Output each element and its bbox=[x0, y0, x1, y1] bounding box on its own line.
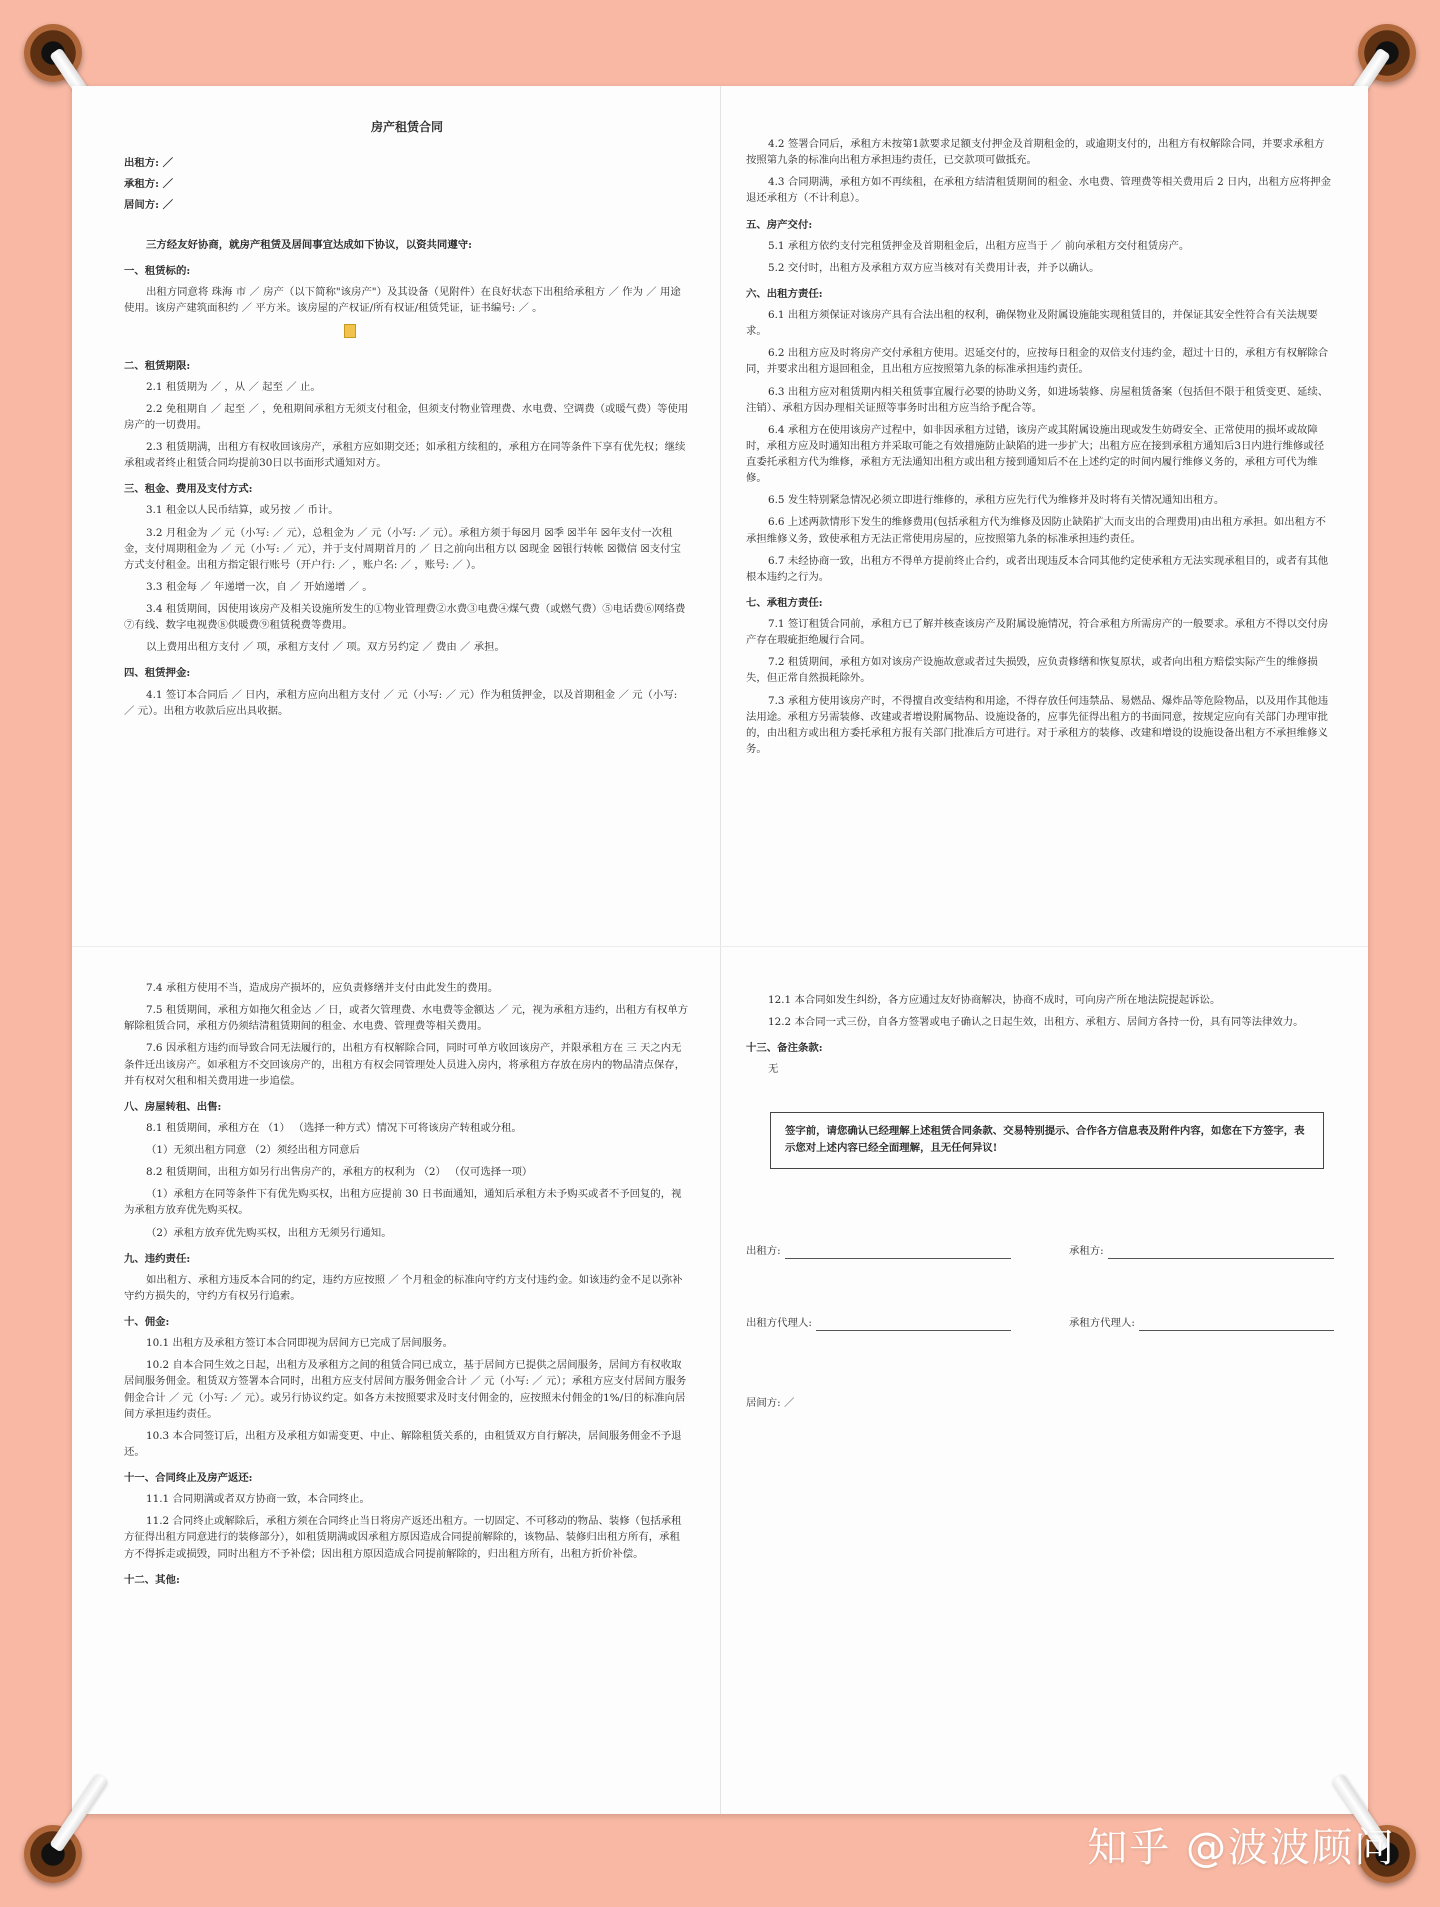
clause-paragraph: 10.3 本合同签订后，出租方及承租方如需变更、中止、解除租赁关系的，由租赁双方自行解决，居间服务佣金不予退还。 bbox=[124, 1429, 682, 1458]
lessor-signature[interactable] bbox=[746, 1243, 1011, 1259]
lessor-agent-line bbox=[816, 1317, 1011, 1331]
clause-paragraph: 10.1 出租方及承租方签订本合同即视为居间方已完成了居间服务。 bbox=[146, 1337, 453, 1350]
clause-paragraph: 7.1 签订租赁合同前，承租方已了解并核查该房产及附属设施情况，符合承租方所需房产的一般要求。承租方不得以交付房产存在瑕疵拒绝履行合同。 bbox=[746, 618, 1329, 647]
left-column-bottom bbox=[124, 980, 690, 1593]
clause-paragraph: 7.4 承租方使用不当，造成房产损坏的，应负责修缮并支付由此发生的费用。 bbox=[146, 982, 499, 994]
clause-paragraph: 8.1 租赁期间，承租方在 （1） （选择一种方式）情况下可将该房产转租或分租。 bbox=[146, 1121, 522, 1134]
section-heading: 三、租金、费用及支付方式: bbox=[124, 483, 253, 496]
clause-paragraph: 无 bbox=[768, 1063, 779, 1076]
intermediary-signature-label: 居间方: ／ bbox=[746, 1397, 795, 1410]
clause-paragraph: 10.2 自本合同生效之日起，出租方及承租方之间的租赁合同已成立，基于居间方已提供之居间服务，居间方有权收取居间服务佣金。租赁双方签署本合同时，出租方应支付居间方服务佣金合计 ／ 元（小写: ／ 元）；承租方应支付居间方服务佣金合计 ／ 元（小写: ／ 元）。或另行协议约定。如各方未按照要求及时支付佣金的，应按照未付佣金的1%/日的标准向居间方承担违约责任。 bbox=[124, 1359, 687, 1420]
page-divider bbox=[72, 946, 1368, 947]
lessee-agent-line bbox=[1139, 1317, 1334, 1331]
lessee-agent-signature[interactable] bbox=[1069, 1315, 1334, 1331]
clause-paragraph: 2.2 免租期自 ／ 起至 ／ ，免租期间承租方无须支付租金，但须支付物业管理费、水电费、空调费（或暖气费）等使用房产的一切费用。 bbox=[124, 402, 689, 431]
signature-row-2 bbox=[746, 1315, 1334, 1331]
clause-paragraph: 3.1 租金以人民币结算，或另按 ／ 币计。 bbox=[146, 504, 339, 517]
clause-paragraph: 4.2 签署合同后，承租方未按第1款要求足额支付押金及首期租金的，或逾期支付的，出租方有权解除合同，并要求承租方按照第九条的标准向出租方承担违约责任，已交款项可做抵充。 bbox=[746, 138, 1325, 167]
section-heading: 八、房屋转租、出售: bbox=[124, 1100, 222, 1113]
column-divider bbox=[720, 86, 721, 1814]
clause-paragraph: 2.3 租赁期满，出租方有权收回该房产，承租方应如期交还；如承租方续租的，承租方在同等条件下享有优先权；继续承租或者终止租赁合同均提前30日以书面形式通知对方。 bbox=[124, 441, 686, 470]
section-heading: 一、租赁标的: bbox=[124, 265, 191, 278]
clause-paragraph: 6.2 出租方应及时将房产交付承租方使用。迟延交付的，应按每日租金的双倍支付违约金，超过十日的，承租方有权解除合同，并要求出租方退回租金，且出租方应按照第九条的标准承担违约责任。 bbox=[746, 347, 1329, 376]
section-heading: 五、房产交付: bbox=[746, 218, 813, 231]
section-heading: 六、出租方责任: bbox=[746, 287, 823, 300]
lessor-agent-label: 出租方代理人: bbox=[746, 1317, 812, 1329]
clause-paragraph: 6.7 未经协商一致，出租方不得单方提前终止合约，或者出现违反本合同其他约定使承租方无法实现承租目的，或者有其他根本违约之行为。 bbox=[746, 554, 1329, 583]
clause-paragraph: 12.2 本合同一式三份，自各方签署或电子确认之日起生效，出租方、承租方、居间方各持一份，具有同等法律效力。 bbox=[768, 1016, 1304, 1029]
lessor-signature-label: 出租方: bbox=[746, 1244, 781, 1257]
clause-paragraph: 如出租方、承租方违反本合同的约定，违约方应按照 ／ 个月租金的标准向守约方支付违约金。如该违约金不足以弥补守约方损失的，守约方有权另行追索。 bbox=[124, 1273, 683, 1302]
signing-notice: 签字前，请您确认已经理解上述租赁合同条款、交易特别提示、合作各方信息表及附件内容，如您在下方签字，表示您对上述内容已经全面理解，且无任何异议! bbox=[770, 1112, 1324, 1169]
clause-paragraph: 7.6 因承租方违约而导致合同无法履行的，出租方有权解除合同，同时可单方收回该房产，并限承租方在 三 天之内无条件迁出该房产。如承租方不交回该房产的，出租方有权会同管理处人员进入房内，将承租方存放在房内的物品清点保存，并有权对欠租和相关费用进一步追偿。 bbox=[124, 1042, 686, 1087]
right-column-top bbox=[746, 136, 1334, 763]
clause-paragraph: 5.1 承租方依约支付完租赁押金及首期租金后，出租方应当于 ／ 前向承租方交付租赁房产。 bbox=[768, 239, 1190, 252]
clause-paragraph: 6.1 出租方须保证对该房产具有合法出租的权利，确保物业及附属设施能实现租赁目的，并保证其安全性符合有关法规要求。 bbox=[746, 309, 1318, 338]
lessee-signature[interactable] bbox=[1069, 1243, 1334, 1259]
lessor-agent-signature[interactable] bbox=[746, 1315, 1011, 1331]
watermark-text: 知乎 @波波顾问 bbox=[1087, 1825, 1396, 1871]
right-bottom-body bbox=[746, 992, 1334, 1078]
clause-paragraph: 3.3 租金每 ／ 年递增一次，自 ／ 开始递增 ／ 。 bbox=[146, 580, 373, 593]
right-column-bottom bbox=[746, 992, 1334, 1411]
clause-paragraph: 8.2 租赁期间，出租方如另行出售房产的，承租方的权利为 （2） （仅可选择一项） bbox=[146, 1166, 533, 1179]
clause-paragraph: 7.5 租赁期间，承租方如拖欠租金达 ／ 日，或者欠管理费、水电费等金额达 ／ 元，视为承租方违约，出租方有权单方解除租赁合同，承租方仍须结清租赁期间的租金、水电费、管理费等相关费用。 bbox=[124, 1004, 689, 1033]
party-lessor: 出租方: ／ bbox=[124, 156, 174, 169]
clause-paragraph: （1）无须出租方同意 （2）须经出租方同意后 bbox=[146, 1144, 360, 1156]
party-lessee: 承租方: ／ bbox=[124, 177, 174, 190]
clause-paragraph: 3.4 租赁期间，因使用该房产及相关设施所发生的①物业管理费②水费③电费④煤气费（或燃气费）⑤电话费⑥网络费⑦有线、数字电视费⑧供暖费⑨租赁税费等费用。 bbox=[124, 603, 686, 632]
clause-paragraph: 4.1 签订本合同后 ／ 日内，承租方应向出租方支付 ／ 元（小写: ／ 元）作为租赁押金，以及首期租金 ／ 元（小写: ／ 元）。出租方收款后应出具收据。 bbox=[124, 688, 678, 717]
section-heading: 十二、其他: bbox=[124, 1573, 180, 1586]
section-heading: 十三、备注条款: bbox=[746, 1042, 823, 1055]
intro-text: 三方经友好协商，就房产租赁及居间事宜达成如下协议，以资共同遵守: bbox=[146, 238, 472, 251]
section-heading: 四、租赁押金: bbox=[124, 667, 191, 680]
lessee-agent-label: 承租方代理人: bbox=[1069, 1317, 1135, 1329]
clause-paragraph: 6.5 发生特别紧急情况必须立即进行维修的，承租方应先行代为维修并及时将有关情况通知出租方。 bbox=[768, 494, 1225, 507]
parties-block bbox=[124, 155, 690, 213]
section-heading: 十一、合同终止及房产返还: bbox=[124, 1472, 253, 1484]
clause-paragraph: 6.6 上述两款情形下发生的维修费用(包括承租方代为维修及因防止缺陷扩大而支出的合理费用)由出租方承担。如出租方不承担维修义务，致使承租方无法正常使用房屋的，应按照第九条的标准承担违约责任。 bbox=[746, 516, 1326, 545]
signature-row-1 bbox=[746, 1243, 1334, 1259]
clause-paragraph: 2.1 租赁期为 ／ ，从 ／ 起至 ／ 止。 bbox=[146, 380, 321, 393]
clause-paragraph: 6.4 承租方在使用该房产过程中，如非因承租方过错，该房产或其附属设施出现或发生妨碍安全、正常使用的损坏或故障时，承租方应及时通知出租方并采取可能之有效措施防止缺陷的进一步扩大；出租方应在接到承租方通知后3日内进行维修或径直委托承租方代为维修，承租方无法通知出租方或出租方接到通知后不在上述约定的时间内履行维修义务的，承租方可代为维修。 bbox=[746, 423, 1325, 485]
clause-paragraph: 11.2 合同终止或解除后，承租方须在合同终止当日将房产返还出租方。一切固定、不可移动的物品、装修（包括承租方征得出租方同意进行的装修部分），如租赁期满或因承租方原因造成合同提前解除的，该物品、装修归出租方所有，承租方不得拆走或损毁，同时出租方不予补偿；因出租方原因造成合同提前解除的，归出租方所有，出租方折价补偿。 bbox=[124, 1515, 682, 1560]
clause-paragraph: 5.2 交付时，出租方及承租方双方应当核对有关费用计表，并予以确认。 bbox=[768, 261, 1100, 274]
clause-paragraph: 以上费用出租方支付 ／ 项，承租方支付 ／ 项。双方另约定 ／ 费由 ／ 承担。 bbox=[146, 641, 505, 654]
lessor-signature-line bbox=[785, 1245, 1011, 1259]
clause-paragraph: 3.2 月租金为 ／ 元（小写: ／ 元），总租金为 ／ 元（小写: ／ 元）。承租方须于每☒月 ☒季 ☒半年 ☒年支付一次租金，支付周期租金为 ／ 元（小写: ／ 元），并于支付周期首月的 ／ 日之前向出租方以 ☒现金 ☒银行转帐 ☒微信 ☒支付宝方式支付租金。出租方指定银行账号（开户行: ／ ，账户名: ／ ，账号: ／ ）。 bbox=[124, 526, 681, 571]
lessee-signature-line bbox=[1108, 1245, 1334, 1259]
right-top-body bbox=[746, 136, 1334, 757]
clause-paragraph: 6.3 出租方应对租赁期内相关租赁事宜履行必要的协助义务，如进场装修、房屋租赁备案（包括但不限于租赁变更、延续、注销）、承租方因办理相关证照等事务时出租方应当给予配合等。 bbox=[746, 385, 1329, 414]
lessee-signature-label: 承租方: bbox=[1069, 1244, 1104, 1257]
clause-paragraph: 4.3 合同期满，承租方如不再续租，在承租方结清租赁期间的租金、水电费、管理费等相关费用后 2 日内，出租方应将押金退还承租方（不计利息）。 bbox=[746, 176, 1331, 205]
clause-paragraph: 7.3 承租方使用该房产时，不得擅自改变结构和用途，不得存放任何违禁品、易燃品、爆炸品等危险物品，以及用作其他违法用途。承租方另需装修、改建或者增设附属物品、设施设备的，应事先征得出租方的书面同意，按规定应向有关部门办理审批的，由出租方或出租方委托承租方报有关部门批准后方可进行。对于承租方的装修、改建和增设的设施设备出租方不承担维修义务。 bbox=[746, 694, 1329, 755]
contract-sheet bbox=[72, 86, 1368, 1814]
left-top-body bbox=[124, 263, 690, 719]
left-bottom-body bbox=[124, 980, 690, 1588]
document-title: 房产租赁合同 bbox=[370, 120, 443, 134]
clause-paragraph: （2）承租方放弃优先购买权，出租方无须另行通知。 bbox=[146, 1226, 392, 1239]
section-heading: 九、违约责任: bbox=[124, 1252, 191, 1265]
section-heading: 七、承租方责任: bbox=[746, 596, 823, 609]
clause-paragraph: （1）承租方在同等条件下有优先购买权，出租方应提前 30 日书面通知，通知后承租方未予购买或者不予回复的，视为承租方放弃优先购买权。 bbox=[124, 1188, 682, 1217]
section-heading: 二、租赁期限: bbox=[124, 359, 191, 372]
clause-paragraph: 出租方同意将 珠海 市 ／ 房产（以下简称"该房产"）及其设备（见附件）在良好状态下出租给承租方 ／ 作为 ／ 用途使用。该房产建筑面积约 ／ 平方米。该房屋的产权证/所有权证/租赁凭证，证书编号: ／ 。 bbox=[124, 286, 681, 315]
clause-paragraph: 7.2 租赁期间，承租方如对该房产设施故意或者过失损毁，应负责修缮和恢复原状，或者向出租方赔偿实际产生的维修损失，但正常自然损耗除外。 bbox=[746, 656, 1318, 685]
party-intermediary: 居间方: ／ bbox=[124, 198, 174, 211]
clause-paragraph: 11.1 合同期满或者双方协商一致，本合同终止。 bbox=[146, 1493, 370, 1506]
document-icon bbox=[344, 324, 356, 338]
clause-paragraph: 12.1 本合同如发生纠纷，各方应通过友好协商解决，协商不成时，可向房产所在地法院提起诉讼。 bbox=[768, 994, 1221, 1006]
intermediary-signature[interactable] bbox=[746, 1395, 1334, 1411]
section-heading: 十、佣金: bbox=[124, 1316, 170, 1328]
left-column-top bbox=[124, 118, 690, 725]
